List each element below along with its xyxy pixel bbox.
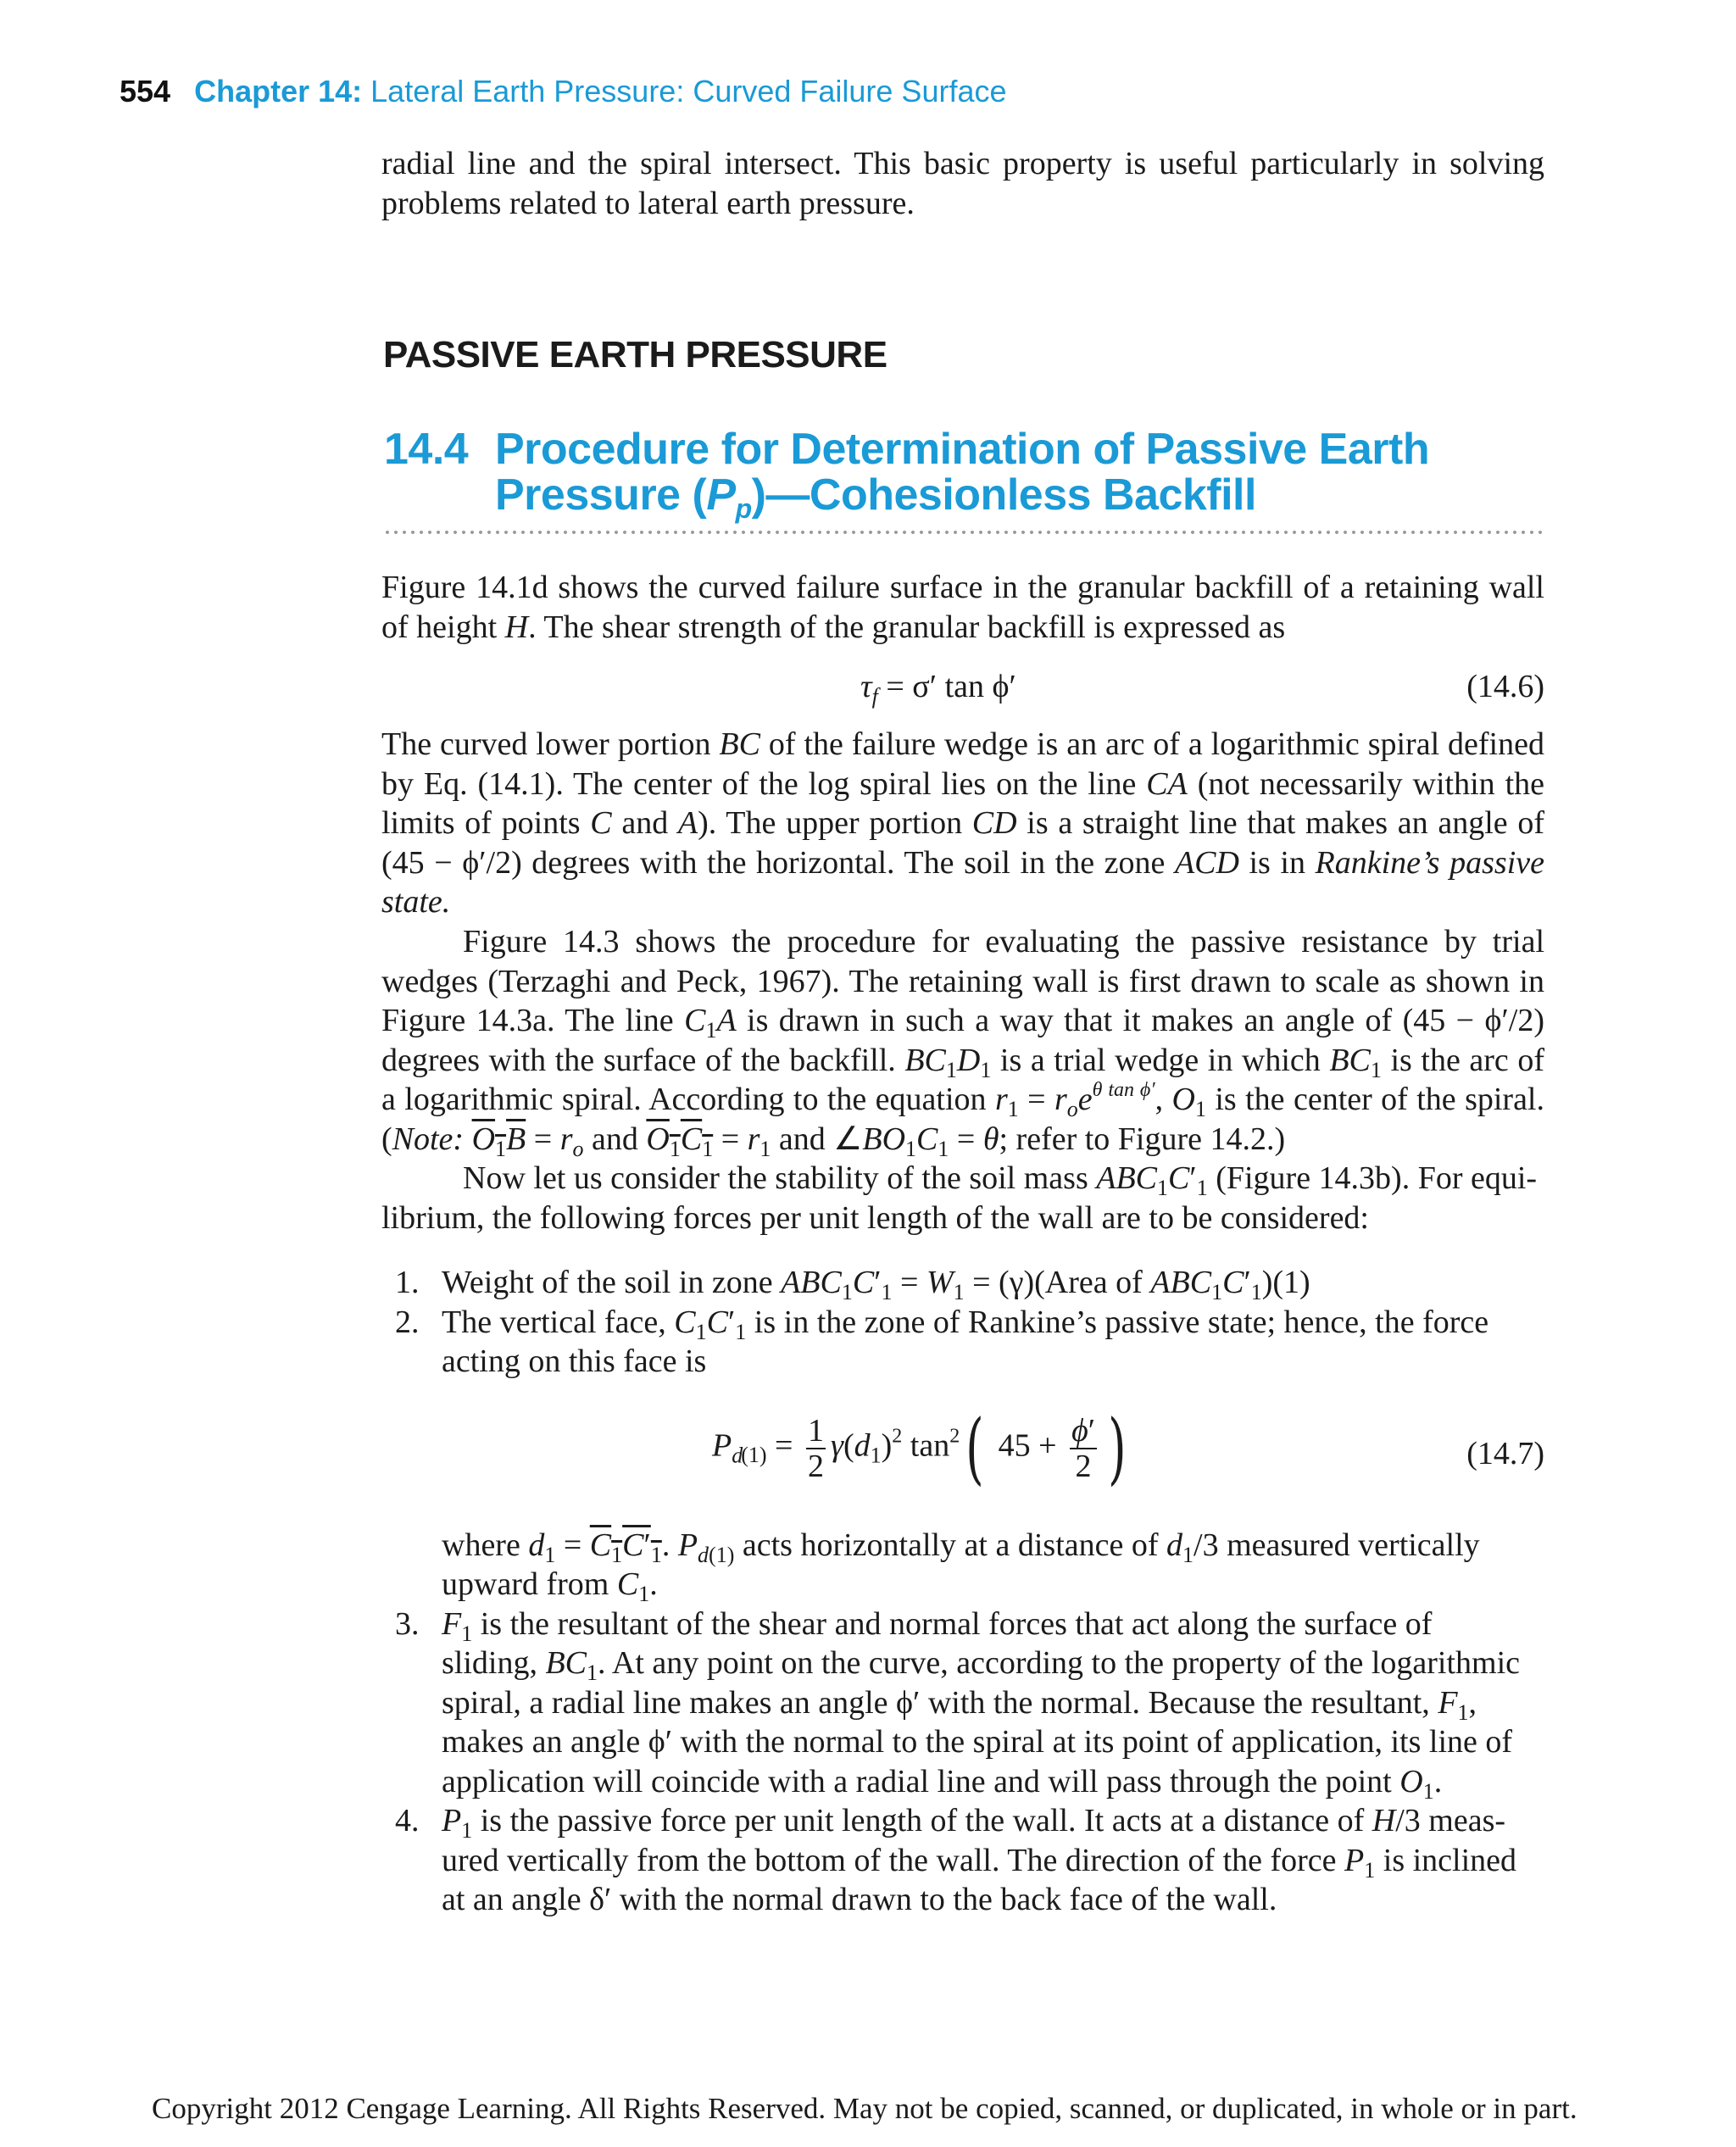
p4-text-2b: librium, the following forces per unit length of the wall are to be considered:	[381, 1199, 1369, 1236]
where-text-1: where	[442, 1527, 529, 1563]
subsection-heading	[384, 426, 1429, 531]
eq6-lhs: τ	[860, 669, 872, 704]
p3-text-2: is drawn in such a way that it makes an angle of (45 − ϕ′/2) degrees with the surface of the backfill.	[381, 1003, 1545, 1078]
p4-text-2a: (Figure 14.3b). For equi-	[1207, 1160, 1538, 1196]
equation-14-6	[381, 667, 1544, 709]
list-item-2: 2. The vertical face, $C_1C'_1$ is in the zone of Rankine’s passive state; hence, the force acting on this face is	[395, 1304, 1489, 1379]
item2-text-2: is in the zone of Rankine’s passive state; hence, the force acting on this face is	[442, 1304, 1489, 1379]
p2-rankine: Rankine’s passive state.	[381, 844, 1545, 920]
paragraph-2	[381, 725, 1544, 922]
list-marker-2: 2.	[395, 1304, 420, 1340]
p3-text-5: is the center of the spiral. (	[381, 1082, 1544, 1157]
p2-CD: CD	[971, 805, 1017, 841]
p2-A: A	[677, 805, 698, 841]
p4-text-1: Now let us consider the stability of the soil mass	[463, 1160, 1097, 1196]
list-item-3: 3. $F_1$ is the resultant of the shear and normal forces that act along the surface of sliding, $BC_1$. At any point on the curve, according to the property of the logarithmic spiral, a radial line makes an angle ϕ′ with the normal. Because the resultant, $F_1$, makes an angle ϕ′ with the normal to the spiral at its point of application, its line of application will coincide with a radial line and will pass through the point $O_1$.	[395, 1605, 1521, 1804]
item1-text-1: Weight of the soil in zone	[442, 1265, 782, 1300]
item3-text-1: is the resultant of the shear and normal forces that act along the surface of sliding,	[442, 1605, 1433, 1681]
item1-text-4: )(1)	[1261, 1265, 1310, 1300]
p3-text-4: is the arc of a logarithmic spiral. According to the equation	[381, 1042, 1544, 1117]
eq7-number: (14.7)	[1466, 1435, 1544, 1471]
forces-list	[381, 1263, 1544, 1920]
paragraph-4: Now let us consider the stability of the soil mass $ABC_1C'_1$ (Figure 14.3b). For equi- librium, the following forces per unit length of the wall are to be considered:	[381, 1160, 1538, 1236]
list-marker-1: 1.	[395, 1265, 420, 1300]
page-number: 554	[120, 74, 171, 108]
dotted-rule	[383, 530, 1546, 535]
eq6-rhs: = σ′ tan ϕ′	[877, 669, 1016, 704]
p3-text-6: and	[583, 1121, 647, 1157]
item1-text-2: =	[892, 1265, 926, 1300]
list-item-1: 1. Weight of the soil in zone $ABC_1C'_1 = W_1$ = (γ)(Area of $ABC_1C'_1)(1)$	[395, 1265, 1310, 1304]
where-text-3: /3 measured vertically upward from	[442, 1527, 1480, 1602]
running-header	[120, 75, 1007, 108]
intro-paragraph: radial line and the spiral intersect. This basic property is useful particularly in solving problems related to lateral earth pressure.	[381, 146, 1544, 221]
paragraph-3: Figure 14.3 shows the procedure for evaluating the passive resistance by trial wedges (Terzaghi and Peck, 1967). The retaining wall is first drawn to scale as shown in Figure 14.3a. The line $C_1A$ is drawn in such a way that it makes an angle of (45 − ϕ′/2) degrees with the surface of the backfill. $BC_1D_1$ is a trial wedge in which $BC_1$ is the arc of a logarithmic spiral. According to the equation $r_1 = r_oe^{\theta tan \phi'}$, $O_1$ is the center of the spiral. (Note: $O_1B = r_o$ and $O_1C_1 = r_1$ and $\angle BO_1C_1 = \theta$; refer to Figure 14.2.)	[381, 924, 1545, 1161]
subsection-title-subscript: p	[735, 493, 752, 524]
p3-text-7: ; refer to Figure 14.2.)	[999, 1121, 1286, 1157]
list-item-4: 4. $P_1$ is the passive force per unit length of the wall. It acts at a distance of H/3 meas- ured vertically from the bottom of the wall. The direction of the force $P_1$ is inclined at an angle δ′ with the normal drawn to the back face of the wall.	[395, 1803, 1517, 1917]
p1-text-2: . The shear strength of the granular backfill is expressed as	[528, 609, 1286, 645]
chapter-title: Lateral Earth Pressure: Curved Failure Surface	[370, 74, 1007, 108]
list-marker-4: 4.	[395, 1803, 420, 1838]
section-heading: PASSIVE EARTH PRESSURE	[383, 334, 887, 375]
subsection-title-line2-post: )—Cohesionless Backfill	[751, 470, 1256, 520]
equation-14-7: $P_{d(1)}$ = $\frac{1}{2}$ $\gamma(d_1)^2$ $\tan^2$( 45 + $\frac{\phi'}{2}$ ) (14.7)	[712, 1402, 1544, 1493]
p1-text-1: Figure 14.1d shows the curved failure surface in the granular backfill of a retaining wall of height	[381, 570, 1544, 645]
subsection-title-line1: Procedure for Determination of Passive Earth	[495, 425, 1430, 474]
subsection-title-symbol: P	[706, 470, 736, 520]
item1-text-3: = (γ)(Area of	[964, 1265, 1151, 1300]
item4-text-2b: ured vertically from the bottom of the wall. The direction of the force	[442, 1842, 1345, 1878]
item4-text-3: is inclined at an angle δ′ with the normal drawn to the back face of the wall.	[442, 1842, 1517, 1917]
p2-text-5: ). The upper portion	[698, 805, 972, 841]
copyright-notice: Copyright 2012 Cengage Learning. All Rights Reserved. May not be copied, scanned, or duplicated, in whole or in part.	[152, 2092, 1577, 2125]
p2-ACD: ACD	[1174, 844, 1239, 881]
where-text-2: acts horizontally at a distance of	[734, 1527, 1167, 1563]
p2-text-6: is a straight line that makes an angle of (45 − ϕ′/2) degrees with the horizontal. The soil in the zone	[381, 805, 1544, 881]
item2-text-1: The vertical face,	[442, 1304, 675, 1340]
item3-text-3: , makes an angle ϕ′ with the normal to the spiral at its point of application, its line of application will coincide with a radial line and will pass through the point	[442, 1684, 1513, 1799]
list-marker-3: 3.	[395, 1605, 420, 1642]
subsection-title-line2-pre: Pressure (	[495, 470, 707, 520]
p2-BC: BC	[719, 726, 760, 762]
p1-H: H	[504, 609, 529, 645]
p2-text-3: (not necessarily within the limits of points	[381, 765, 1544, 841]
p2-text-1: The curved lower portion	[381, 726, 720, 762]
item3-text-2: . At any point on the curve, according to the property of the logarithmic spiral, a radial line makes an angle ϕ′ with the normal. Because the resultant,	[442, 1645, 1521, 1721]
eq6-number: (14.6)	[1466, 669, 1544, 704]
p2-CA: CA	[1146, 765, 1188, 802]
p3-text-3: is a trial wedge in which	[991, 1042, 1330, 1078]
p2-text-7: is in	[1238, 844, 1316, 881]
item4-text-1: is the passive force per unit length of the wall. It acts at a distance of	[472, 1803, 1372, 1838]
paragraph-1	[381, 568, 1544, 647]
item4-text-2a: /3 meas-	[1395, 1803, 1506, 1838]
subsection-number: 14.4	[384, 425, 469, 474]
p2-text-2: of the failure wedge is an arc of a logarithmic spiral defined by Eq. (14.1). The center of the log spiral lies on the line	[381, 726, 1544, 802]
chapter-label: Chapter 14:	[194, 74, 363, 108]
p3-text-1: Figure 14.3 shows the procedure for evaluating the passive resistance by trial wedges (Terzaghi and Peck, 1967). The retaining wall is first drawn to scale as shown in Figure 14.3a. The line	[381, 924, 1544, 1038]
p3-note: Note:	[392, 1121, 465, 1157]
list-item-2-where: where $d_1 = C_1C'_1$. $P_{d(1)}$ acts horizontally at a distance of $d_1/3$ measured vertically upward from $C_1$.	[442, 1527, 1480, 1606]
p2-C: C	[590, 805, 612, 841]
p2-text-4: and	[611, 805, 678, 841]
eq6-lhs-sub: f	[871, 684, 878, 709]
